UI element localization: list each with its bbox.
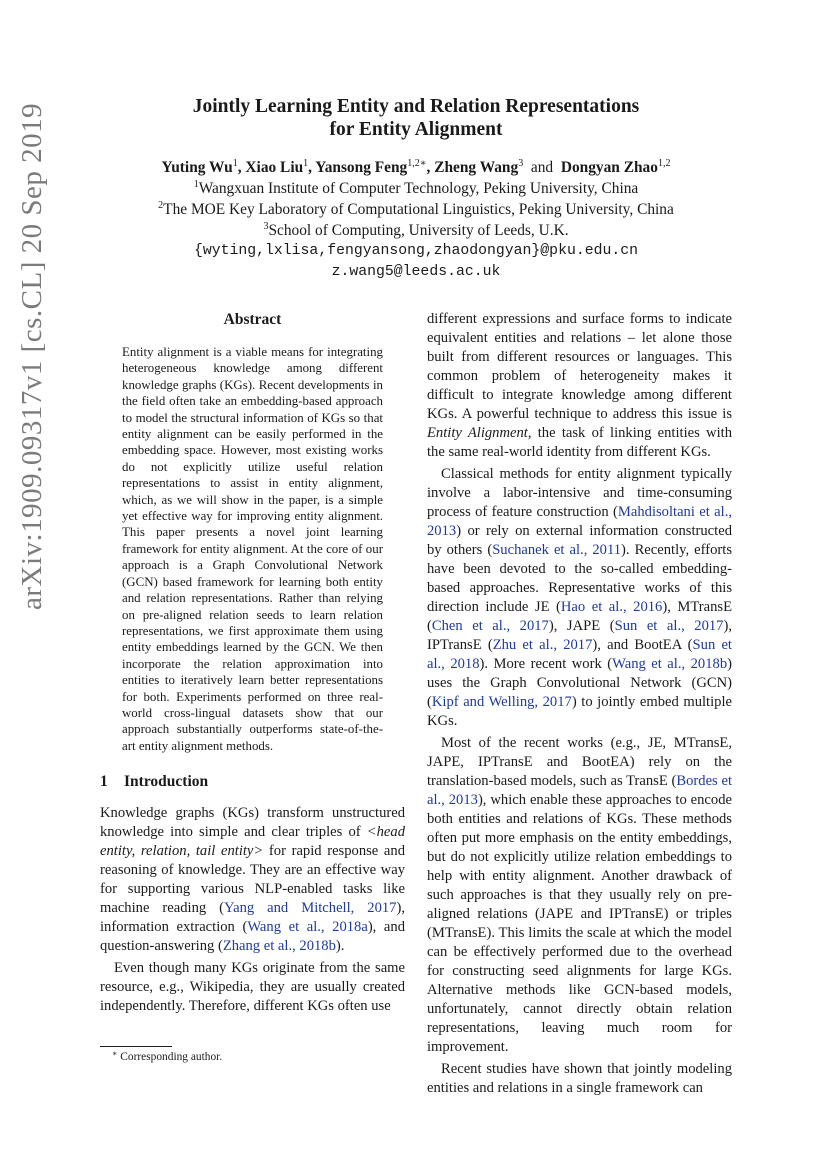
affiliation-text: School of Computing, University of Leeds, U.K. [268,222,569,239]
affiliation-sup: 1 [193,179,199,190]
citation-link[interactable]: Bordes et al., 2013 [427,773,732,808]
emphasized-text: Entity Alignment [427,425,528,441]
citation-link[interactable]: Wang et al., 2018b [612,656,728,672]
citation-link[interactable]: Hao et al., 2016 [560,599,663,615]
text-run: ). More recent work ( [479,656,613,672]
email-line: {wyting,lxlisa,fengyansong,zhaodongyan}@pku.edu.cn [194,243,638,259]
text-run: ), JAPE ( [548,618,615,634]
email-line: z.wang5@leeds.ac.uk [331,264,501,280]
emphasized-text: <head entity, relation, tail entity> [100,824,405,860]
author-sup: 1 [303,158,309,169]
paper-header [100,95,732,283]
left-column [100,310,405,1016]
citation-link[interactable]: Yang and Mitchell, 2017 [224,900,397,917]
author-name: Zheng Wang [434,159,519,176]
affiliation-text: Wangxuan Institute of Computer Technology, Peking University, China [198,180,639,197]
abstract-text: Entity alignment is a viable means for integrating heterogeneous knowledge among different knowledge graphs (KGs). Recent developments in the field often take an embedding-based approach to model the structural information of KGs so that entity alignment can be easily performed in the embedding space. However, most existing works do not explicitly utilize useful relation representations to assist in entity alignment, which, as we will show in the paper, is a simple yet effective way for improving entity alignment. This paper presents a novel joint learning framework for entity alignment. At the core of our approach is a Graph Convolutional Network (GCN) based framework for learning both entity and relation representations. Rather than relying on pre-aligned relation seeds to learn relation representations, we first approximate them using entity embeddings learned by the GCN. We then incorporate the relation approximation into entities to iteratively learn better representations for both. Experiments performed on three real-world cross-lingual datasets show that our approach substantially outperforms state-of-the-art entity alignment methods. [122,345,383,753]
abstract-body [122,344,383,754]
author-sup: 3 [518,158,524,169]
citation-link[interactable]: Wang et al., 2018a [247,919,368,936]
intro-paragraph-2 [100,959,405,1016]
affiliation [100,178,732,199]
text-run: ). [335,938,345,955]
arxiv-stamp[interactable]: arXiv:1909.09317v1 [cs.CL] 20 Sep 2019 [16,102,48,610]
affiliation-text: The MOE Key Laboratory of Computational Linguistics, Peking University, China [163,201,674,218]
paper-title [100,95,732,141]
title-line-2: for Entity Alignment [329,119,503,140]
body-paragraph [427,734,732,1057]
text-run: ), MTransE ( [427,599,732,634]
text-run: Recent studies have shown that jointly modeling entities and relations in a single framework can [427,1061,732,1096]
citation-link[interactable]: Chen et al., 2017 [431,618,549,634]
section-heading [100,772,405,792]
abstract-heading: Abstract [223,311,282,328]
footnote-text: Corresponding author. [120,1051,223,1063]
text-run: Most of the recent works (e.g., JE, MTransE, JAPE, IPTransE and BootEA) rely on the translation-based models, such as TransE ( [427,735,732,789]
title-line-1: Jointly Learning Entity and Relation Representations [192,96,640,117]
intro-paragraph-1 [100,804,405,956]
author-sup: 1 [232,158,238,169]
text-run: ). Recently, efforts have been devoted to the so-called embedding-based approaches. Representative works of this direction include JE ( [427,542,732,615]
affiliation [100,199,732,220]
author-and: and [530,159,554,176]
author-name: Dongyan Zhao [560,159,658,176]
author-list [100,157,732,178]
text-run: for rapid response and reasoning of knowledge. They are an effective way for supporting various NLP-enabled tasks like machine reading ( [100,843,406,917]
section-title: Introduction [124,773,209,791]
author-separator: , [426,159,435,176]
text-run: ) or rely on external information constructed by others ( [427,523,732,558]
affiliation-sup: 3 [263,221,269,232]
text-run: ), and BootEA ( [592,637,693,653]
footnote-mark: ∗ [112,1049,118,1058]
text-run: Classical methods for entity alignment typically involve a labor-intensive and time-consuming process of feature construction ( [427,466,732,520]
author-name: Yansong Feng [315,159,408,176]
author-separator: , [308,159,316,176]
citation-link[interactable]: Sun et al., 2017 [614,618,724,634]
affiliation-sup: 2 [158,200,164,211]
author-name: Xiao Liu [245,159,304,176]
text-run: ) uses the Graph Convolutional Network (GCN) ( [427,656,732,710]
text-run: different expressions and surface forms to indicate equivalent entities and relations – let alone those built from different resources or languages. This common problem of heterogeneity makes it difficult to integrate knowledge among different KGs. A powerful technique to address this issue is [427,311,732,422]
citation-link[interactable]: Zhang et al., 2018b [222,938,336,955]
text-run: Knowledge graphs (KGs) transform unstructured knowledge into simple and clear triples of [100,805,405,841]
text-run: ), IPTransE ( [427,618,732,653]
body-paragraph [427,310,732,462]
body-paragraph [427,1060,732,1098]
text-run: ), information extraction ( [100,900,405,936]
citation-link[interactable]: Sun et al., 2018 [427,637,732,672]
citation-link[interactable]: Kipf and Welling, 2017 [431,694,572,710]
citation-link[interactable]: Zhu et al., 2017 [492,637,593,653]
text-run: Even though many KGs originate from the same resource, e.g., Wikipedia, they are usually created independently. Therefore, different KGs often use [100,960,405,1015]
footnote [112,1050,222,1064]
body-paragraph [427,465,732,731]
text-run: ) to jointly embed multiple KGs. [427,694,732,729]
author-sup: 1,2 [657,158,671,169]
author-name: Yuting Wu [161,159,233,176]
text-run: , the task of linking entities with the same real-world identity from different KGs. [427,425,732,460]
footnote-rule [100,1046,172,1047]
text-run: ), and question-answering ( [100,919,405,955]
section-number: 1 [100,773,108,791]
author-separator: , [237,159,246,176]
citation-link[interactable]: Mahdisoltani et al., 2013 [427,504,732,539]
author-sup: 1,2∗ [407,158,427,169]
citation-link[interactable]: Suchanek et al., 2011 [492,542,622,558]
text-run: ), which enable these approaches to encode both entities and relations of KGs. These methods often put more emphasis on the entity embeddings, but do not explicitly utilize relation embeddings to help with entity alignment. Another drawback of such approaches is that they usually rely on pre-aligned relations (JAPE and IPTransE) or triples (MTransE). This limits the scale at which the model can be effectively performed due to the overhead for constructing seed alignments for large KGs. Alternative methods like GCN-based models, unfortunately, cannot directly obtain relation representations, leaving much room for improvement. [427,792,732,1055]
right-column [427,310,732,1098]
affiliation [100,220,732,241]
